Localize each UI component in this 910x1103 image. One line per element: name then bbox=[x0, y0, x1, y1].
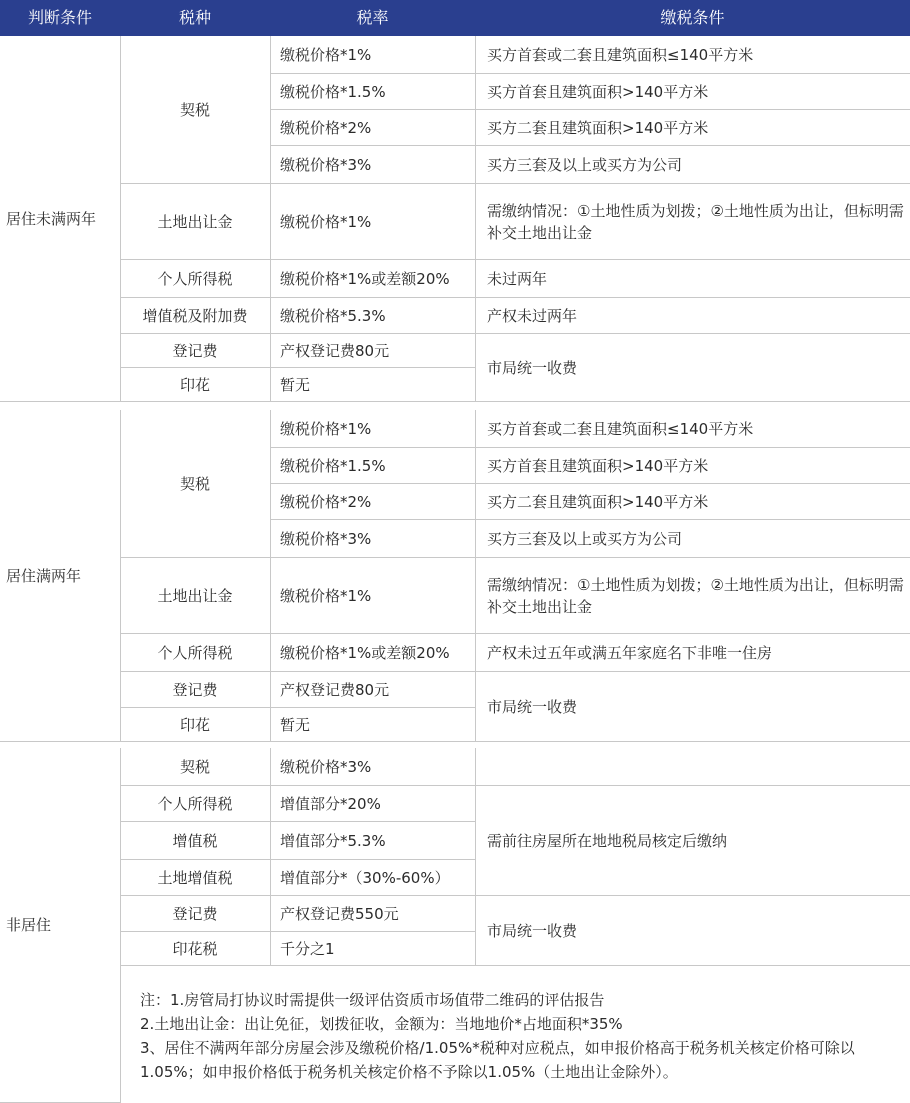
tax-type-cell bbox=[120, 786, 270, 822]
header-payment-condition: 缴税条件 bbox=[660, 8, 725, 27]
tax-type-cell-text: 登记费 bbox=[172, 904, 218, 923]
tax-rate-cell bbox=[270, 74, 475, 110]
payment-condition-cell bbox=[475, 74, 910, 110]
tax-rate-cell-text: 增值部分*5.3% bbox=[280, 831, 386, 850]
tax-rate-cell bbox=[270, 334, 475, 368]
payment-condition-cell-text: 买方首套且建筑面积>140平方米 bbox=[487, 82, 709, 101]
payment-condition-cell bbox=[475, 298, 910, 334]
tax-type-cell-text: 土地出让金 bbox=[157, 586, 233, 605]
tax-rate-cell-text: 增值部分*20% bbox=[280, 794, 381, 813]
tax-rate-cell-text: 缴税价格*3% bbox=[280, 155, 372, 174]
tax-rate-cell-text: 产权登记费550元 bbox=[280, 904, 399, 923]
tax-type-cell-text: 个人所得税 bbox=[157, 643, 233, 662]
group-condition-text: 非居住 bbox=[6, 916, 52, 934]
payment-condition-cell bbox=[475, 786, 910, 896]
tax-rate-cell bbox=[270, 860, 475, 896]
payment-condition-cell-text: 买方三套及以上或买方为公司 bbox=[487, 155, 683, 174]
tax-rate-cell-text: 缴税价格*1.5% bbox=[280, 82, 386, 101]
tax-type-cell bbox=[120, 334, 270, 368]
payment-condition-cell bbox=[475, 260, 910, 298]
tax-type-cell bbox=[120, 36, 270, 184]
payment-condition-cell bbox=[475, 110, 910, 146]
column-divider bbox=[120, 748, 121, 1103]
tax-type-cell-text: 印花税 bbox=[172, 939, 218, 958]
payment-condition-cell bbox=[475, 448, 910, 484]
payment-condition-cell-text: 需缴纳情况：①土地性质为划拨；②土地性质为出让，但标明需补交土地出让金 bbox=[487, 201, 904, 242]
column-divider bbox=[120, 410, 121, 742]
column-divider bbox=[270, 410, 271, 742]
tax-type-cell bbox=[120, 634, 270, 672]
tax-rate-cell bbox=[270, 932, 475, 966]
tax-type-cell-text: 登记费 bbox=[172, 341, 218, 360]
tax-type-cell bbox=[120, 298, 270, 334]
tax-type-cell-text: 增值税及附加费 bbox=[142, 306, 248, 325]
payment-condition-cell bbox=[475, 334, 910, 402]
payment-condition-cell bbox=[475, 410, 910, 448]
tax-rate-cell bbox=[270, 748, 475, 786]
payment-condition-cell-text: 产权未过两年 bbox=[487, 306, 578, 325]
group-condition-text: 居住满两年 bbox=[6, 566, 82, 585]
payment-condition-cell bbox=[475, 484, 910, 520]
tax-rate-cell bbox=[270, 184, 475, 260]
payment-condition-cell bbox=[475, 672, 910, 742]
tax-type-cell-text: 土地出让金 bbox=[157, 212, 233, 231]
payment-condition-cell bbox=[475, 146, 910, 184]
footnote-1: 注：1.房管局打协议时需提供一级评估资质市场值带二维码的评估报告 bbox=[140, 991, 605, 1009]
column-divider bbox=[270, 748, 271, 966]
tax-rate-cell bbox=[270, 822, 475, 860]
column-divider bbox=[270, 36, 271, 402]
tax-rate-cell bbox=[270, 484, 475, 520]
tax-type-cell-text: 土地增值税 bbox=[157, 868, 233, 887]
tax-rate-cell bbox=[270, 896, 475, 932]
tax-rate-cell-text: 千分之1 bbox=[280, 939, 335, 958]
payment-condition-cell-text: 市局统一收费 bbox=[487, 358, 578, 377]
tax-type-cell-text: 个人所得税 bbox=[157, 269, 233, 288]
payment-condition-cell bbox=[475, 558, 910, 634]
tax-rate-cell-text: 缴税价格*1% bbox=[280, 419, 372, 438]
payment-condition-cell bbox=[475, 36, 910, 74]
group-condition bbox=[0, 36, 120, 402]
tax-rate-cell bbox=[270, 786, 475, 822]
payment-condition-cell bbox=[475, 520, 910, 558]
payment-condition-cell bbox=[475, 896, 910, 966]
tax-rate-cell bbox=[270, 634, 475, 672]
tax-rate-cell bbox=[270, 558, 475, 634]
group-condition bbox=[0, 748, 120, 1103]
header-condition: 判断条件 bbox=[27, 8, 92, 27]
tax-type-cell bbox=[120, 558, 270, 634]
tax-type-cell-text: 增值税 bbox=[172, 831, 218, 850]
tax-rate-cell bbox=[270, 368, 475, 402]
tax-rate-cell bbox=[270, 110, 475, 146]
payment-condition-cell-text: 未过两年 bbox=[487, 269, 548, 288]
tax-type-cell-text: 个人所得税 bbox=[157, 794, 233, 813]
tax-rate-cell bbox=[270, 298, 475, 334]
tax-rate-cell bbox=[270, 672, 475, 708]
tax-type-cell-text: 契税 bbox=[179, 474, 210, 493]
tax-rate-cell-text: 缴税价格*3% bbox=[280, 757, 372, 776]
tax-type-cell-text: 印花 bbox=[179, 715, 210, 734]
tax-type-cell-text: 登记费 bbox=[172, 680, 218, 699]
payment-condition-cell-text: 买方二套且建筑面积>140平方米 bbox=[487, 118, 709, 137]
tax-type-cell-text: 契税 bbox=[179, 757, 210, 776]
tax-rate-cell bbox=[270, 708, 475, 742]
column-divider bbox=[475, 748, 476, 966]
payment-condition-cell-text: 市局统一收费 bbox=[487, 921, 578, 940]
payment-condition-cell-text: 需前往房屋所在地地税局核定后缴纳 bbox=[487, 831, 728, 850]
payment-condition-cell-text: 产权未过五年或满五年家庭名下非唯一住房 bbox=[487, 643, 773, 662]
payment-condition-cell-text: 买方首套或二套且建筑面积≤140平方米 bbox=[487, 45, 754, 64]
tax-rate-cell-text: 缴税价格*1%或差额20% bbox=[280, 643, 450, 662]
tax-type-cell bbox=[120, 822, 270, 860]
tax-type-cell bbox=[120, 932, 270, 966]
tax-rate-cell-text: 产权登记费80元 bbox=[280, 341, 390, 360]
payment-condition-cell-text: 买方首套且建筑面积>140平方米 bbox=[487, 456, 709, 475]
column-divider bbox=[475, 36, 476, 402]
tax-rate-cell-text: 缴税价格*3% bbox=[280, 529, 372, 548]
tax-rate-cell-text: 缴税价格*2% bbox=[280, 492, 372, 511]
tax-type-cell bbox=[120, 260, 270, 298]
tax-type-cell bbox=[120, 410, 270, 558]
tax-rate-cell-text: 缴税价格*5.3% bbox=[280, 306, 386, 325]
footnote-3: 3、居住不满两年部分房屋会涉及缴税价格/1.05%*税种对应税点，如申报价格高于税务机关核定价格可除以1.05%；如申报价格低于税务机关核定价格不予除以1.05%（土地出让金除外）。 bbox=[140, 1039, 855, 1081]
header-tax-rate: 税率 bbox=[356, 8, 389, 27]
payment-condition-cell-text: 需缴纳情况：①土地性质为划拨；②土地性质为出让，但标明需补交土地出让金 bbox=[487, 575, 904, 616]
tax-type-cell bbox=[120, 708, 270, 742]
tax-rate-cell-text: 缴税价格*2% bbox=[280, 118, 372, 137]
tax-type-cell bbox=[120, 896, 270, 932]
tax-rate-cell-text: 缴税价格*1% bbox=[280, 45, 372, 64]
tax-rate-cell-text: 产权登记费80元 bbox=[280, 680, 390, 699]
tax-rate-cell-text: 暂无 bbox=[280, 375, 311, 394]
tax-rate-cell-text: 缴税价格*1% bbox=[280, 212, 372, 231]
tax-rate-cell-text: 缴税价格*1% bbox=[280, 586, 372, 605]
payment-condition-cell-text: 买方首套或二套且建筑面积≤140平方米 bbox=[487, 419, 754, 438]
tax-type-cell-text: 印花 bbox=[179, 375, 210, 394]
tax-rate-cell-text: 缴税价格*1.5% bbox=[280, 456, 386, 475]
payment-condition-cell bbox=[475, 634, 910, 672]
payment-condition-cell-text: 买方二套且建筑面积>140平方米 bbox=[487, 492, 709, 511]
tax-rate-cell bbox=[270, 448, 475, 484]
tax-rate-cell-text: 增值部分*（30%-60%） bbox=[280, 868, 450, 887]
tax-type-cell bbox=[120, 748, 270, 786]
payment-condition-cell bbox=[475, 748, 910, 786]
tax-rate-cell bbox=[270, 410, 475, 448]
tax-type-cell bbox=[120, 672, 270, 708]
group-condition-text: 居住未满两年 bbox=[6, 209, 97, 228]
header-tax-type: 税种 bbox=[178, 8, 211, 27]
tax-rate-cell bbox=[270, 260, 475, 298]
tax-rate-cell-text: 缴税价格*1%或差额20% bbox=[280, 269, 450, 288]
tax-type-cell bbox=[120, 860, 270, 896]
group-condition bbox=[0, 410, 120, 742]
payment-condition-cell-text: 买方三套及以上或买方为公司 bbox=[487, 529, 683, 548]
column-divider bbox=[120, 36, 121, 402]
footnote-2: 2.土地出让金：出让免征，划拨征收，金额为：当地地价*占地面积*35% bbox=[140, 1015, 623, 1033]
column-divider bbox=[475, 410, 476, 742]
footnotes bbox=[140, 988, 900, 1084]
tax-type-cell bbox=[120, 184, 270, 260]
payment-condition-cell-text: 市局统一收费 bbox=[487, 697, 578, 716]
tax-rate-cell bbox=[270, 36, 475, 74]
tax-type-cell-text: 契税 bbox=[179, 100, 210, 119]
payment-condition-cell bbox=[475, 184, 910, 260]
tax-rate-cell bbox=[270, 146, 475, 184]
tax-rate-cell bbox=[270, 520, 475, 558]
tax-type-cell bbox=[120, 368, 270, 402]
tax-rate-cell-text: 暂无 bbox=[280, 715, 311, 734]
